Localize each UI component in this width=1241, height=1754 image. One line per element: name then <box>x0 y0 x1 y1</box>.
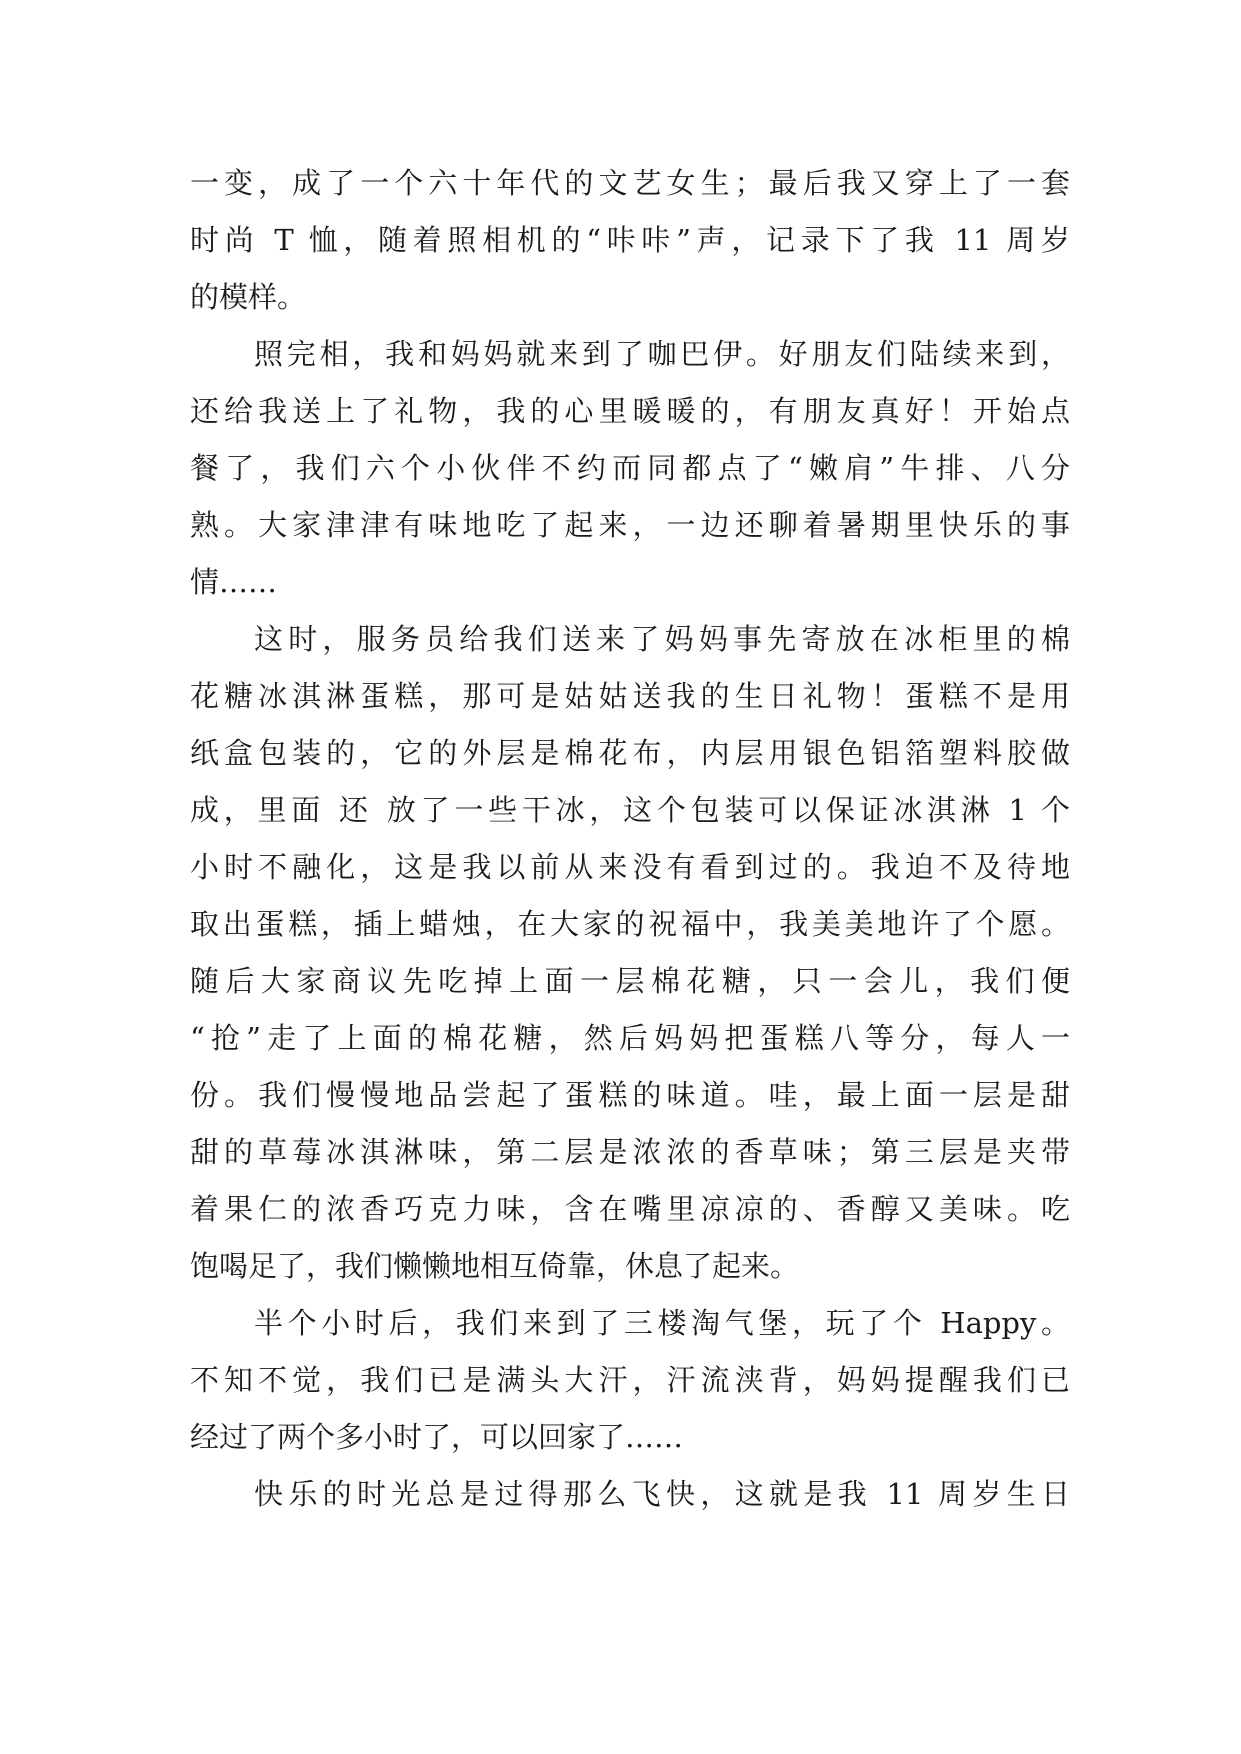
text-line: 快乐的时光总是过得那么飞快，这就是我 11 周岁生日 <box>254 1477 1070 1511</box>
text-line: 时尚 T 恤，随着照相机的“咔咔”声，记录下了我 11 周岁 <box>190 223 1070 257</box>
text-line: 成，里面 还 放了一些干冰，这个包装可以保证冰淇淋 1 个 <box>190 793 1070 827</box>
text-line: 熟。大家津津有味地吃了起来，一边还聊着暑期里快乐的事 <box>190 508 1070 542</box>
text-line: 的模样。 <box>190 280 307 314</box>
text-line: “抢”走了上面的棉花糖，然后妈妈把蛋糕八等分，每人一 <box>190 1021 1070 1055</box>
text-line: 情…… <box>190 565 278 599</box>
text-line: 经过了两个多小时了，可以回家了…… <box>190 1420 684 1454</box>
text-line: 小时不融化，这是我以前从来没有看到过的。我迫不及待地 <box>190 850 1070 884</box>
text-line: 饱喝足了，我们懒懒地相互倚靠，休息了起来。 <box>190 1249 800 1283</box>
text-line: 照完相，我和妈妈就来到了咖巴伊。好朋友们陆续来到， <box>254 337 1070 371</box>
text-line: 纸盒包装的，它的外层是棉花布，内层用银色铝箔塑料胶做 <box>190 736 1070 770</box>
text-line: 花糖冰淇淋蛋糕，那可是姑姑送我的生日礼物！蛋糕不是用 <box>190 679 1070 713</box>
text-line: 还给我送上了礼物，我的心里暖暖的，有朋友真好！开始点 <box>190 394 1070 428</box>
document-body <box>190 155 1070 1523</box>
text-line: 一变，成了一个六十年代的文艺女生；最后我又穿上了一套 <box>190 166 1070 200</box>
text-line: 随后大家商议先吃掉上面一层棉花糖，只一会儿，我们便 <box>190 964 1070 998</box>
text-line: 不知不觉，我们已是满头大汗，汗流浃背，妈妈提醒我们已 <box>190 1363 1070 1397</box>
text-line: 份。我们慢慢地品尝起了蛋糕的味道。哇，最上面一层是甜 <box>190 1078 1070 1112</box>
text-line: 餐了，我们六个小伙伴不约而同都点了“嫩肩”牛排、八分 <box>190 451 1070 485</box>
text-line: 甜的草莓冰淇淋味，第二层是浓浓的香草味；第三层是夹带 <box>190 1135 1070 1169</box>
text-line: 取出蛋糕，插上蜡烛，在大家的祝福中，我美美地许了个愿。 <box>190 907 1070 941</box>
text-line: 着果仁的浓香巧克力味，含在嘴里凉凉的、香醇又美味。吃 <box>190 1192 1070 1226</box>
text-line: 半个小时后，我们来到了三楼淘气堡，玩了个 Happy。 <box>254 1306 1070 1340</box>
text-line: 这时，服务员给我们送来了妈妈事先寄放在冰柜里的棉 <box>254 622 1070 656</box>
